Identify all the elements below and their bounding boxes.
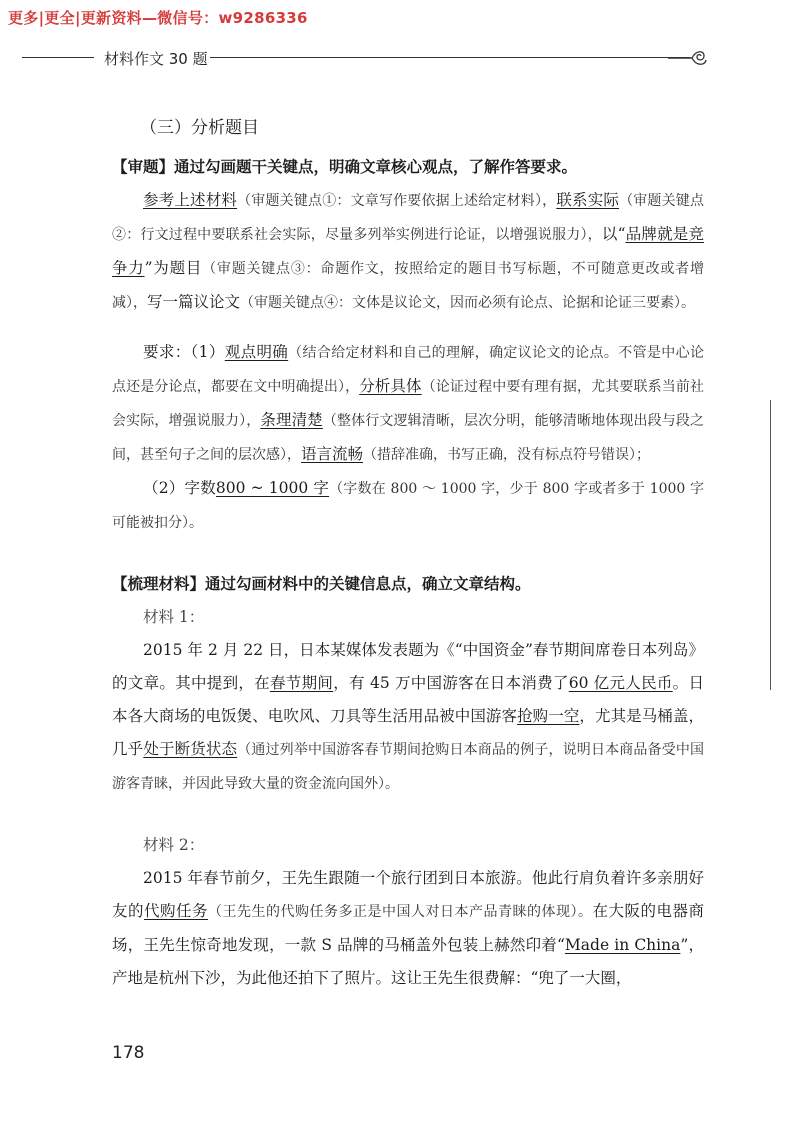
req1-lead: 要求：（1） — [143, 343, 225, 361]
req1-key-3: 条理清楚 — [260, 411, 323, 429]
req1-note-3: （整体行文逻辑清晰，层次分明，能够清晰地体现出段与段之间，甚至句子之间的层次感）， — [112, 413, 705, 463]
material-2-paragraph — [112, 862, 704, 995]
keypoint-4: 写一篇议论文 — [147, 293, 241, 311]
m2-text-2: 在大阪的电器商场，王先生惊奇地发现，一款 S 品牌的马桶盖外包装上赫然印着“ — [112, 902, 704, 954]
shuli-heading — [112, 568, 704, 601]
header-rule-left — [22, 57, 94, 58]
req2-key-1: 800 ~ 1000 字 — [215, 479, 330, 497]
keypoint-note-3: （审题关键点③：命题作文，按照给定的题目书写标题，不可随意更改或者增减）， — [112, 261, 704, 311]
m1-key-2: 60 亿元人民币 — [568, 674, 673, 692]
page-number: 178 — [112, 1043, 145, 1063]
m1-text-3: 。日本各大商场的电饭煲、电吹风、刀具等生活用品被中国游客 — [112, 674, 704, 725]
shuli-label: 【梳理材料】 — [112, 575, 206, 593]
m1-key-3: 抢购一空 — [517, 707, 580, 725]
shenti-text: 通过勾画题干关键点，明确文章核心观点，了解作答要求。 — [174, 158, 578, 176]
material-2-label: 材料 2： — [143, 836, 205, 854]
running-header — [22, 44, 710, 72]
m1-note-4: （通过列举中国游客春节期间抢购日本商品的例子，说明日本商品备受中国游客青睐，并因此导致大量的资金流向国外）。 — [112, 742, 704, 792]
keypoint-3: 品牌就是竞争力 — [112, 225, 704, 277]
header-title: 材料作文 30 题 — [100, 48, 212, 69]
req2-note-1: （字数在 800 ～ 1000 字，少于 800 字或者多于 1000 字可能被扣分）。 — [112, 481, 704, 531]
req1-key-4: 语言流畅 — [301, 445, 364, 463]
m2-text-1: 2015 年春节前夕，王先生跟随一个旅行团到日本旅游。他此行肩负着许多亲朋好友的 — [112, 869, 704, 920]
m2-key-2: Made in China — [564, 936, 681, 954]
material-1-label: 材料 1： — [143, 608, 205, 626]
material-1-paragraph — [112, 634, 704, 801]
header-rule-right — [210, 57, 690, 58]
shenti-heading — [112, 151, 704, 184]
scroll-ornament-icon — [666, 44, 710, 72]
section-heading: （三）分析题目 — [140, 118, 259, 138]
keypoint-1: 参考上述材料 — [143, 191, 238, 209]
req1-note-1: （结合给定材料和自己的理解，确定议论文的论点。不管是中心论点还是分论点，都要在文中明确提出）， — [112, 345, 704, 395]
keypoint-2: 联系实际 — [556, 191, 620, 209]
shuli-text: 通过勾画材料中的关键信息点，确立文章结构。 — [205, 575, 531, 593]
m1-key-4: 处于断货状态 — [143, 740, 238, 758]
keypoint-note-2: （审题关键点②：行文过程中要联系社会实际，尽量多列举实例进行论证，以增强说服力）， — [112, 193, 704, 243]
title-tail: ”为题目 — [144, 259, 203, 277]
m2-key-1: 代购任务 — [144, 902, 208, 920]
shenti-label: 【审题】 — [112, 158, 175, 176]
req1-note-4: （措辞准确，书写正确，没有标点符号错误）； — [363, 447, 651, 463]
m2-text-3: ”，产地是杭州下沙，为此他还拍下了照片。这让王先生很费解：“兜了一大圈， — [112, 936, 704, 987]
req1-key-1: 观点明确 — [224, 343, 289, 361]
req2-lead: （2）字数 — [143, 479, 216, 497]
keypoint-note-4: （审题关键点④：文体是议论文，因而必须有论点、论据和论证三要素）。 — [240, 295, 696, 311]
keypoint-note-1: （审题关键点①：文章写作要依据上述给定材料）， — [237, 193, 557, 209]
req1-key-2: 分析具体 — [359, 377, 422, 395]
margin-line — [770, 400, 771, 690]
m1-key-1: 春节期间 — [269, 674, 334, 692]
title-lead: 以“ — [601, 225, 626, 243]
m2-note-1: （王先生的代购任务多正是中国人对日本产品青睐的体现）。 — [208, 904, 593, 920]
watermark-text: 更多|更全|更新资料—微信号：w9286336 — [8, 9, 308, 27]
page-body — [112, 112, 704, 995]
m1-text-1: 2015 年 2 月 22 日，日本某媒体发表题为《“中国资金”春节期间席卷日本列岛》的文章。其中提到，在 — [112, 641, 704, 692]
shenti-paragraph — [112, 184, 704, 320]
m1-text-4: ，尤其是马桶盖，几乎 — [112, 707, 704, 758]
req1-note-2: （论证过程中要有理有据，尤其要联系当前社会实际，增强说服力）， — [112, 379, 704, 429]
m1-text-2: ，有 45 万中国游客在日本消费了 — [333, 674, 569, 692]
requirement-2 — [112, 472, 704, 540]
requirement-1 — [112, 336, 704, 472]
